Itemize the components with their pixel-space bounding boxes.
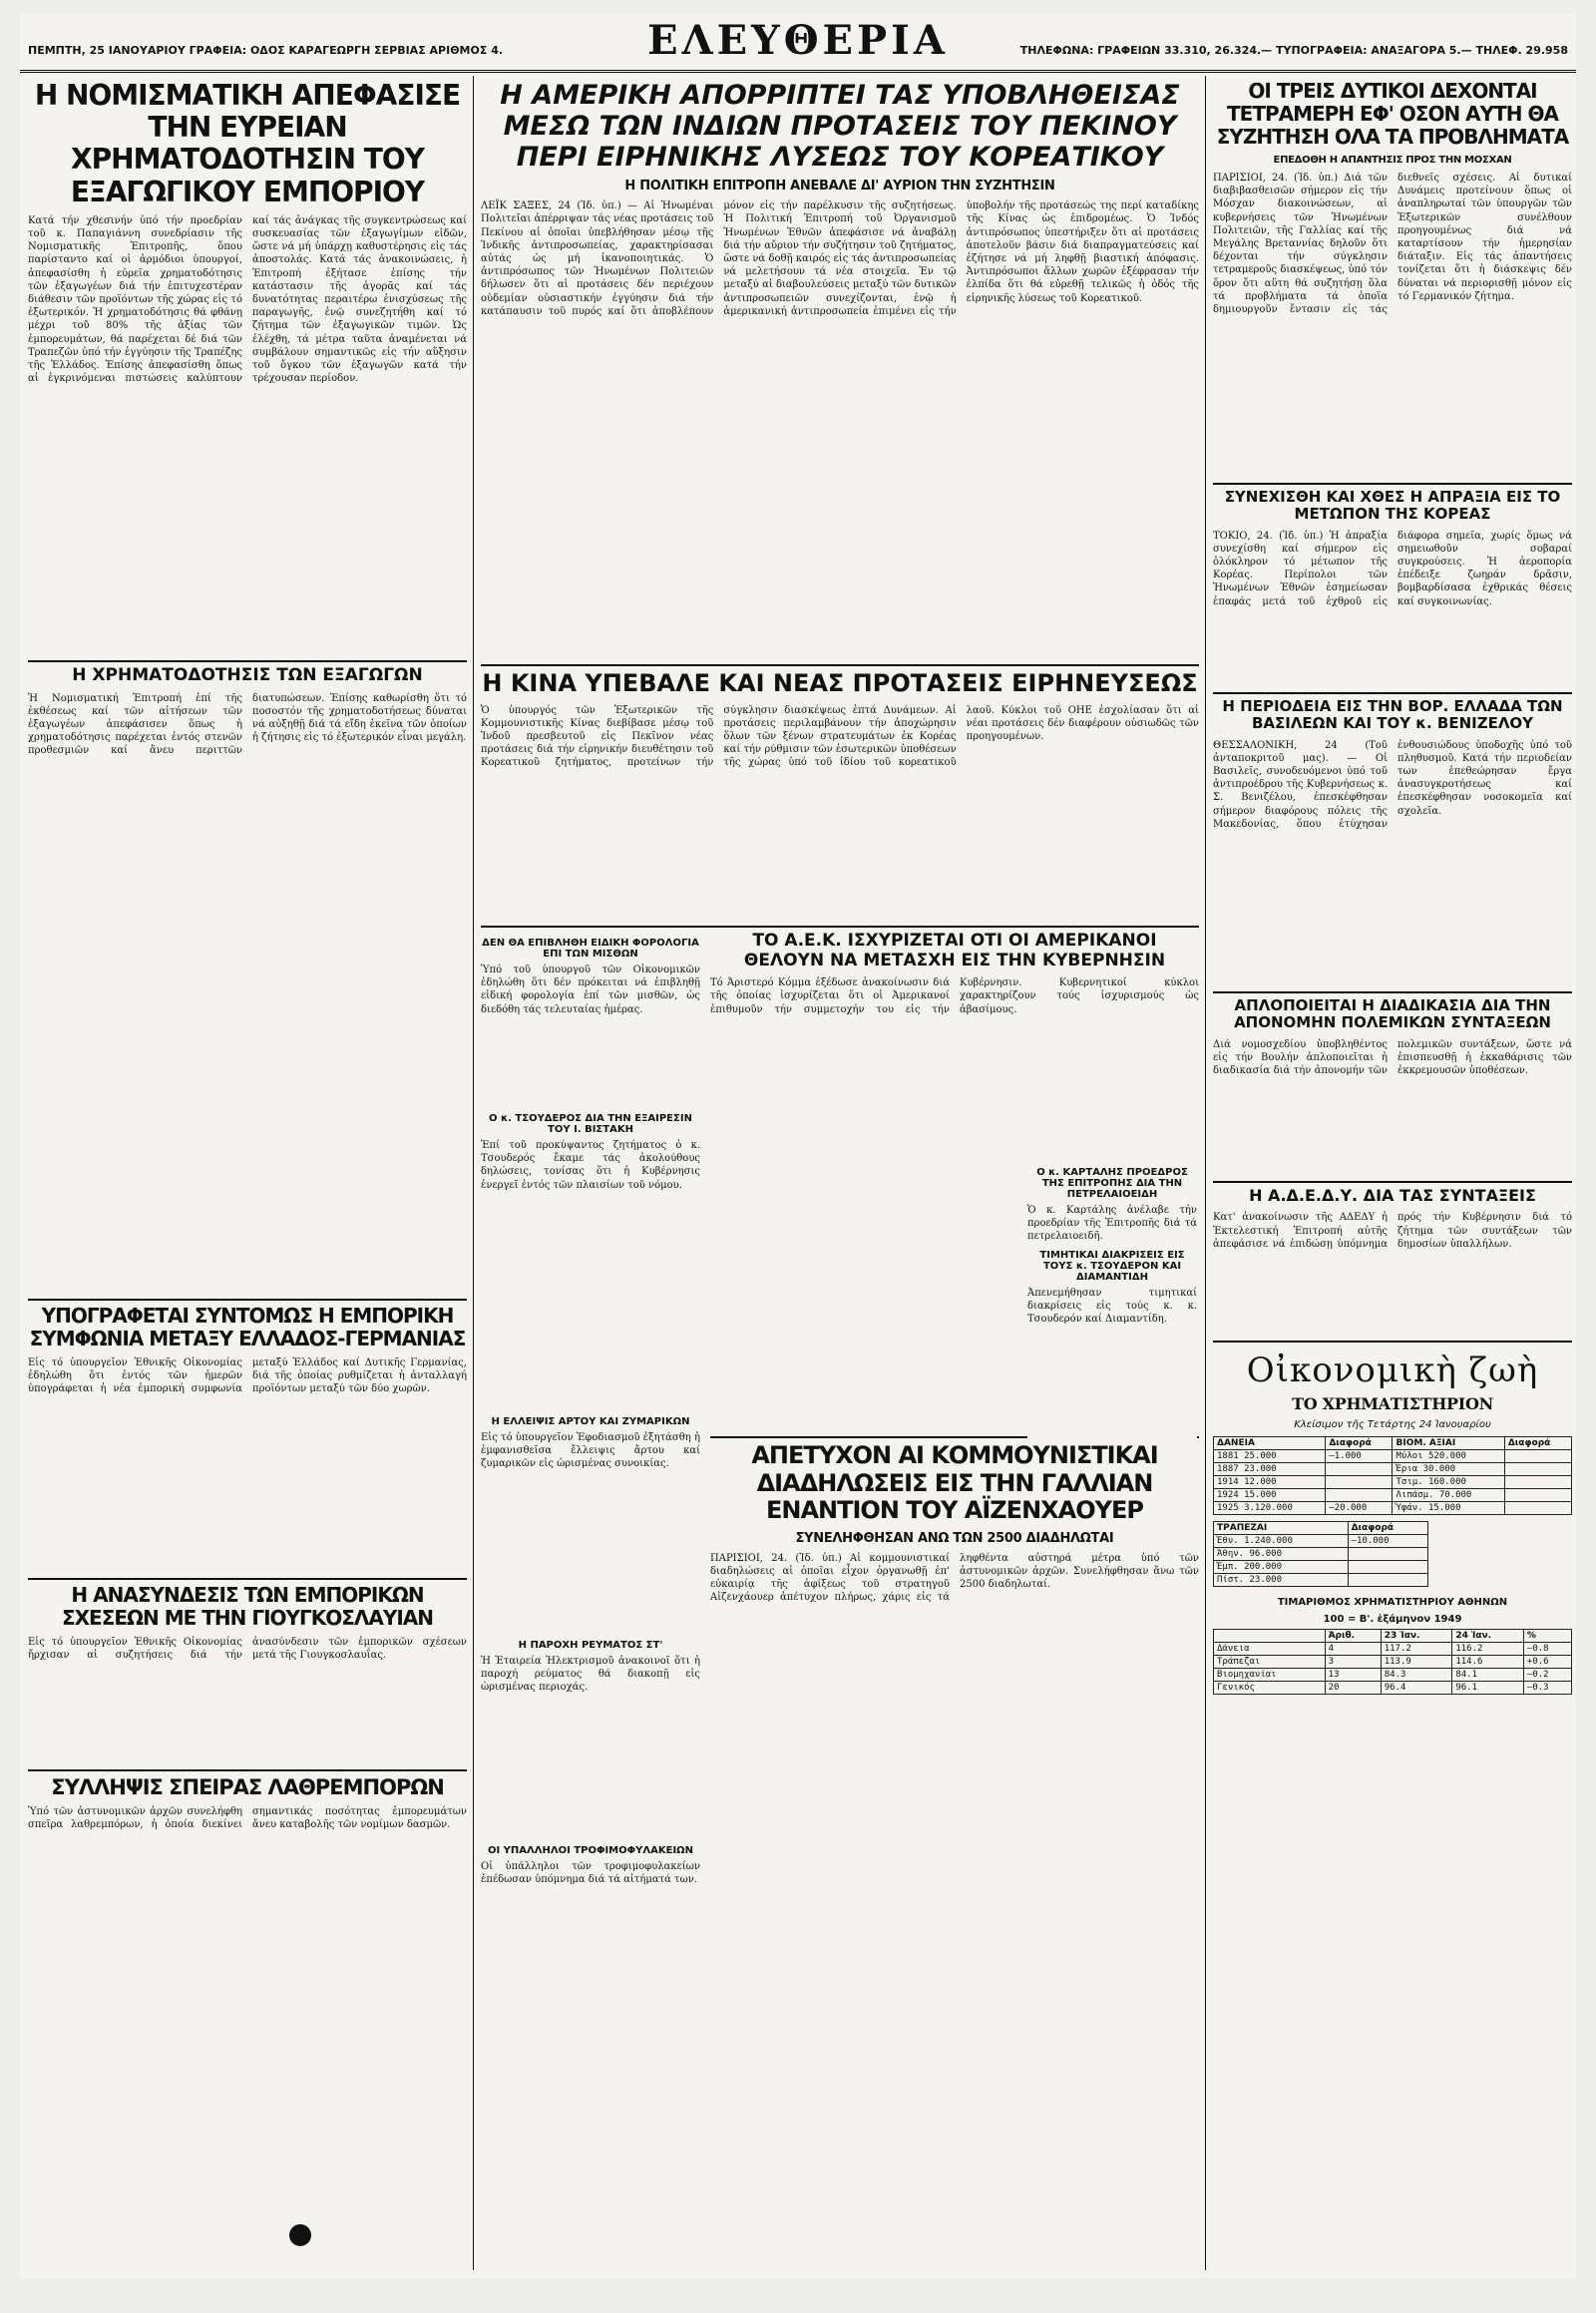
divider: [28, 1769, 467, 1771]
headline: Η ΝΟΜΙΣΜΑΤΙΚΗ ΑΠΕΦΑΣΙΣΕ ΤΗΝ ΕΥΡΕΙΑΝ ΧΡΗΜΑΤΟΔΟΤΗΣΙΝ ΤΟΥ ΕΞΑΓΩΓΙΚΟΥ ΕΜΠΟΡΙΟΥ: [34, 80, 461, 208]
cell: Ὑφάν. 15.000: [1393, 1502, 1504, 1515]
headline: ΟΙ ΤΡΕΙΣ ΔΥΤΙΚΟΙ ΔΕΧΟΝΤΑΙ ΤΕΤΡΑΜΕΡΗ ΕΦ' ΟΣΟΝ ΑΥΤΗ ΘΑ ΣΥΖΗΤΗΣΗ ΟΛΑ ΤΑ ΠΡΟΒΛΗΜΑΤΑ: [1216, 80, 1569, 149]
headline: ΟΙ ΥΠΑΛΛΗΛΟΙ ΤΡΟΦΙΜΟΦΥΛΑΚΕΙΩΝ: [487, 1845, 694, 1856]
column-header: Διαφορά: [1504, 1437, 1571, 1450]
article-anasyndesis: [28, 1584, 467, 1763]
cell: 20: [1325, 1682, 1381, 1695]
article-apetyxon: [710, 1442, 1199, 2260]
article-xrimatodotiseis: [28, 666, 467, 1293]
divider: [1213, 1341, 1572, 1343]
article-periodeia: [1213, 698, 1572, 987]
article-body: Εἰς τό ὑπουργεῖον Ἐθνικῆς Οἰκονομίας ἤρχισαν αἱ συζητήσεις διά τήν ἀνασύνδεσιν τῶν ἐμπορικῶν σχέσεων μετά τῆς Γιουγκοσλαυΐας.: [28, 1637, 467, 1662]
masthead-title: ΕΛΕΥΘΕΡΙΑ: [647, 17, 949, 64]
column-header: ΤΡΑΠΕΖΑΙ: [1214, 1522, 1349, 1535]
cell: Ἐθν. 1.240.000: [1214, 1535, 1349, 1548]
column-header: Ἀριθ.: [1325, 1630, 1381, 1643]
headline: ΑΠΛΟΠΟΙΕΙΤΑΙ Η ΔΙΑΔΙΚΑΣΙΑ ΔΙΑ ΤΗΝ ΑΠΟΝΟΜΗΝ ΠΟΛΕΜΙΚΩΝ ΣΥΝΤΑΞΕΩΝ: [1234, 997, 1551, 1032]
divider: [481, 664, 1199, 666]
article-ypografetai: [28, 1305, 467, 1572]
cell: 117.2: [1381, 1643, 1452, 1656]
column-divider: [1205, 76, 1206, 2270]
column-header: [1214, 1630, 1326, 1643]
column-header: 23 Ἰαν.: [1381, 1630, 1452, 1643]
headline: Η Α.Δ.Ε.Δ.Υ. ΔΙΑ ΤΑΣ ΣΥΝΤΑΞΕΙΣ: [1249, 1187, 1536, 1205]
article-body: ΠΑΡΙΣΙΟΙ, 24. (Ἰδ. ὑπ.) Διά τῶν διαβιβασθεισῶν σήμερον εἰς τήν Μόσχαν διακοινώσεων, αἱ κυβερνήσεις τῶν Ἡνωμένων Πολιτειῶν, τῆς Γαλλίας καί τῆς Μεγάλης Βρεταννίας δηλοῦν ὅτι δέχονται τήν σύγκλησιν τετραμεροῦς διασκέψεως, ὑπό τόν ὅρον ὅτι αὕτη θά συζητήσῃ ὅλα τά προβλήματα τά ὁποῖα δημιουργοῦν ἔντασιν εἰς τάς διεθνεῖς σχέσεις. Αἱ δυτικαί Δυνάμεις προτείνουν ὅπως οἱ ἀναπληρωταί τῶν ὑπουργῶν τῶν Ἐξωτερικῶν συνέλθουν προηγουμένως διά νά καταρτίσουν τήν ἡμερησίαν διάταξιν. Εἰς τάς ἀπαντήσεις τονίζεται ὅτι ἡ διάσκεψις δέν δύναται νά περιορισθῇ μόνον εἰς τό Γερμανικόν ζήτημα.: [1213, 173, 1572, 316]
cell: 84.1: [1452, 1669, 1524, 1682]
divider: [1213, 483, 1572, 485]
cell: 84.3: [1381, 1669, 1452, 1682]
cell: [1348, 1574, 1427, 1587]
divider: [28, 1299, 467, 1301]
article-body: Οἱ ὑπάλληλοι τῶν τροφιμοφυλακείων ἐπέδωσαν ὑπόμνημα διά τά αἰτήματά των.: [481, 1861, 700, 1886]
headline: ΤΙΜΗΤΙΚΑΙ ΔΙΑΚΡΙΣΕΙΣ ΕΙΣ ΤΟΥΣ κ. ΤΣΟΥΔΕΡΟΝ ΚΑΙ ΔΙΑΜΑΝΤΙΔΗ: [1039, 1249, 1185, 1283]
article-body: Ἡ Ἑταιρεία Ἠλεκτρισμοῦ ἀνακοινοῖ ὅτι ἡ παροχή ρεύματος θά διακοπῇ εἰς ὡρισμένας περιοχάς.: [481, 1656, 700, 1694]
cell: —0.2: [1523, 1669, 1571, 1682]
cell: Ἀθην. 96.000: [1214, 1548, 1349, 1561]
article-body: Ὁ κ. Καρτάλης ἀνέλαβε τήν προεδρίαν τῆς Ἐπιτροπῆς διά τά πετρελαιοειδῆ.: [1027, 1205, 1197, 1243]
divider: [1213, 991, 1572, 993]
article-apopoieitai: [1213, 997, 1572, 1177]
article-adedy: [1213, 1187, 1572, 1337]
headline: Η ΠΕΡΙΟΔΕΙΑ ΕΙΣ ΤΗΝ ΒΟΡ. ΕΛΛΑΔΑ ΤΩΝ ΒΑΣΙΛΕΩΝ ΚΑΙ ΤΟΥ κ. ΒΕΝΙΖΕΛΟΥ: [1222, 698, 1563, 733]
table-row: [1214, 1574, 1428, 1587]
cell: —10.000: [1348, 1535, 1427, 1548]
cell: [1326, 1476, 1393, 1489]
subhead: ΕΠΕΔΟΘΗ Η ΑΠΑΝΤΗΣΙΣ ΠΡΟΣ ΤΗΝ ΜΟΣΧΑΝ: [1273, 155, 1512, 166]
article-kartalis: [1027, 1161, 1197, 1440]
cell: [1504, 1476, 1571, 1489]
article-body: ΘΕΣΣΑΛΟΝΙΚΗ, 24 (Τοῦ ἀνταποκριτοῦ μας). — Οἱ Βασιλεῖς, συνοδευόμενοι ὑπό τοῦ ἀντιπροέδρου τῆς Κυβερνήσεως κ. Σ. Βενιζέλου, ἐπεσκέφθησαν σήμερον διαφόρους πόλεις τῆς Μακεδονίας, ὅπου ἐτύχησαν ἐνθουσιώδους ὑποδοχῆς ὑπό τοῦ πληθυσμοῦ. Κατά τήν περιοδείαν των ἐπεθεώρησαν ἔργα ἀνασυγκροτήσεως καί ἐπεσκέφθησαν νοσοκομεῖα καί σχολεῖα.: [1213, 739, 1572, 830]
table-row: [1214, 1450, 1572, 1463]
cell: 3: [1325, 1656, 1381, 1669]
note: Κλείσιμον τῆς Τετάρτης 24 Ἰανουαρίου: [1294, 1419, 1491, 1430]
article-body: ΛΕΪΚ ΣΑΞΕΣ, 24 (Ἰδ. ὑπ.) — Αἱ Ἡνωμέναι Πολιτεῖαι ἀπέρριψαν τάς νέας προτάσεις τοῦ Πεκίνου αἱ ὁποῖαι ὑπεβλήθησαν μέσῳ τῆς Ἰνδικῆς ἀντιπροσωπείας, χαρακτηρίσασαι αὐτάς ὡς μή ἱκανοποιητικάς. Ὁ ἀντιπρόσωπος τῶν Ἡνωμένων Πολιτειῶν δήλωσεν ὅτι αἱ προτάσεις δέν περιέχουν οὐδεμίαν οὐσιαστικήν ἐγγύησιν διά τήν κατάπαυσιν τοῦ πυρός καί ὅτι ἀποβλέπουν μόνον εἰς τήν παρέλκυσιν τῆς συζητήσεως. Ἡ Πολιτική Ἐπιτροπή τοῦ Ὀργανισμοῦ Ἡνωμένων Ἐθνῶν ἀπεφάσισε νά ἀναβάλῃ διά τήν αὔριον τήν συζήτησιν τοῦ ζητήματος, ὥστε νά δοθῇ καιρός εἰς τάς ἀντιπροσωπείας νά μελετήσουν τά νέα στοιχεῖα. Ἐν τῷ μεταξύ αἱ διαβουλεύσεις μεταξύ τῶν δυτικῶν ἀντιπροσωπειῶν συνεχίζονται, ἐνῷ ἡ ἀμερικανική ἀντιπροσωπεία ἐπιμένει εἰς τήν ὑποβολήν τῆς προτάσεώς της περί καταδίκης τῆς Κίνας ὡς ἐπιδρομέως. Ὁ Ἰνδός ἀντιπρόσωπος ὑπεστήριξεν ὅτι αἱ προτάσεις ἀποτελοῦν βάσιν διά διαπραγματεύσεις καί ἐζήτησε νά μή ληφθῇ βιαστική ἀπόφασις. Ἀντιπρόσωποι ἄλλων χωρῶν ἐξέφρασαν τήν ἐλπίδα ὅτι θά εὑρεθῇ τελικῶς ἡ ὁδός τῆς εἰρηνικῆς λύσεως τοῦ Κορεατικοῦ.: [481, 200, 1199, 317]
cell: Λιπάσμ. 70.000: [1393, 1489, 1504, 1502]
article-body: ΠΑΡΙΣΙΟΙ, 24. (Ἰδ. ὑπ.) Αἱ κομμουνιστικαί διαδηλώσεις αἱ ὁποῖαι εἶχον ὀργανωθῇ ἐπ' εὐκαιρίᾳ τῆς ἀφίξεως τοῦ στρατηγοῦ Αἰζενχάουερ ἀπέτυχον πλήρως, χάρις εἰς τά ληφθέντα αὐστηρά μέτρα ὑπό τῶν ἀστυνομικῶν ἀρχῶν. Συνελήφθησαν ἄνω τῶν 2500 διαδηλωταί.: [710, 1552, 1199, 1604]
masthead: [20, 14, 1576, 73]
headline: ΔΕΝ ΘΑ ΕΠΙΒΛΗΘΗ ΕΙΔΙΚΗ ΦΟΡΟΛΟΓΙΑ ΕΠΙ ΤΩΝ ΜΙΣΘΩΝ: [482, 938, 699, 960]
cell: Ἐρια 30.000: [1393, 1463, 1504, 1476]
table-row: [1214, 1561, 1428, 1574]
table-row: [1214, 1476, 1572, 1489]
cell: 96.1: [1452, 1682, 1524, 1695]
article-body: Ὁ ὑπουργός τῶν Ἐξωτερικῶν τῆς Κομμουνιστικῆς Κίνας διεβίβασε μέσῳ τοῦ Ἰνδοῦ πρεσβευτοῦ εἰς Πεκῖνον νέας προτάσεις διά τήν εἰρηνικήν διευθέτησιν τοῦ Κορεατικοῦ ζητήματος, προτείνων τήν σύγκλησιν διασκέψεως ἑπτά Δυνάμεων. Αἱ προτάσεις περιλαμβάνουν τήν ἀποχώρησιν ὅλων τῶν ξένων στρατευμάτων ἐκ Κορέας καί τήν ρύθμισιν τῶν ἐσωτερικῶν ὑποθέσεων τῆς χώρας ὑπό τοῦ ἰδίου τοῦ κορεατικοῦ λαοῦ. Κύκλοι τοῦ ΟΗΕ ἐσχολίασαν ὅτι αἱ νέαι προτάσεις δέν διαφέρουν οὐσιωδῶς τῶν προηγουμένων.: [481, 704, 1199, 769]
cell: Ἐμπ. 200.000: [1214, 1561, 1349, 1574]
divider: [1213, 1181, 1572, 1183]
cell: 1881 25.000: [1214, 1450, 1326, 1463]
cell: 116.2: [1452, 1643, 1524, 1656]
article-body: Ἐπί τοῦ προκύψαντος ζητήματος ὁ κ. Τσουδερός ἔκαμε τάς ἀκολούθους δηλώσεις, τονίσας ὅτι ἡ Κυβέρνησις ἐνεργεῖ ἐντός τῶν πλαισίων τοῦ νόμου.: [481, 1140, 700, 1191]
column-header: Διαφορά: [1326, 1437, 1393, 1450]
headline: Η ΚΙΝΑ ΥΠΕΒΑΛΕ ΚΑΙ ΝΕΑΣ ΠΡΟΤΑΣΕΙΣ ΕΙΡΗΝΕΥΣΕΩΣ: [482, 670, 1198, 697]
article-treis-dytikoi: [1213, 80, 1572, 479]
article-amerikh: [481, 80, 1199, 658]
headline: Η ΧΡΗΜΑΤΟΔΟΤΗΣΙΣ ΤΩΝ ΕΞΑΓΩΓΩΝ: [72, 666, 423, 685]
article-kina: [481, 670, 1199, 920]
subhead: ΤΟ ΧΡΗΜΑΤΙΣΤΗΡΙΟΝ: [1292, 1394, 1493, 1413]
table-row: [1214, 1669, 1572, 1682]
divider: [481, 926, 1199, 928]
cell: Βιομηχανίαι: [1214, 1669, 1326, 1682]
headline: ΥΠΟΓΡΑΦΕΤΑΙ ΣΥΝΤΟΜΩΣ Η ΕΜΠΟΡΙΚΗ ΣΥΜΦΩΝΙΑ ΜΕΤΑΞΥ ΕΛΛΑΔΟΣ-ΓΕΡΜΑΝΙΑΣ: [29, 1305, 466, 1350]
timarithmos-subtitle: 100 = Β'. ἑξάμηνον 1949: [1323, 1614, 1462, 1625]
column-header: 24 Ἰαν.: [1452, 1630, 1524, 1643]
cell: —0.8: [1523, 1643, 1571, 1656]
headline: ΤΟ Α.Ε.Κ. ΙΣΧΥΡΙΖΕΤΑΙ ΟΤΙ ΟΙ ΑΜΕΡΙΚΑΝΟΙ ΘΕΛΟΥΝ ΝΑ ΜΕΤΑΣΧΗ ΕΙΣ ΤΗΝ ΚΥΒΕΡΝΗΣΙΝ: [743, 932, 1166, 970]
article-body: Κατ' ἀνακοίνωσιν τῆς ΑΔΕΔΥ ἡ Ἐκτελεστική Ἐπιτροπή αὐτῆς ἀπεφάσισε νά ἐπιδώσῃ ὑπόμνημα πρός τήν Κυβέρνησιν διά τό ζήτημα τῶν συντάξεων τῶν δημοσίων ὑπαλλήλων.: [1213, 1212, 1572, 1250]
cell: Δάνεια: [1214, 1643, 1326, 1656]
table-row: [1214, 1643, 1572, 1656]
cell: [1348, 1548, 1427, 1561]
table-row: [1214, 1548, 1428, 1561]
headline: ΣΥΝΕΧΙΣΘΗ ΚΑΙ ΧΘΕΣ Η ΑΠΡΑΞΙΑ ΕΙΣ ΤΟ ΜΕΤΩΠΟΝ ΤΗΣ ΚΟΡΕΑΣ: [1224, 489, 1561, 524]
masthead-date-address: ΠΕΜΠΤΗ, 25 ΙΑΝΟΥΑΡΙΟΥ ΓΡΑΦΕΙΑ: ΟΔΟΣ ΚΑΡΑΓΕΩΡΓΗ ΣΕΡΒΙΑΣ ΑΡΙΘΜΟΣ 4.: [28, 44, 504, 57]
headline: Οἰκονομικὴ ζωὴ: [1246, 1350, 1539, 1390]
cell: 96.4: [1381, 1682, 1452, 1695]
cell: 1925 3.120.000: [1214, 1502, 1326, 1515]
cell: —1.000: [1326, 1450, 1393, 1463]
article-body: Τό Ἀριστερό Κόμμα ἐξέδωσε ἀνακοίνωσιν διά τῆς ὁποίας ἰσχυρίζεται ὅτι οἱ Ἀμερικανοί ἐπιθυμοῦν τήν συμμετοχήν του εἰς τήν Κυβέρνησιν. Κυβερνητικοί κύκλοι χαρακτηρίζουν τούς ἰσχυρισμούς ὡς ἀβασίμους.: [710, 977, 1199, 1015]
cell: [1504, 1463, 1571, 1476]
cell: Τράπεζαι: [1214, 1656, 1326, 1669]
table-row: [1214, 1656, 1572, 1669]
cell: 1914 12.000: [1214, 1476, 1326, 1489]
cell: [1326, 1489, 1393, 1502]
article-ypalliloi: [481, 1839, 700, 2258]
article-elleipsis: [481, 1410, 700, 1630]
article-body: Ἀπενεμήθησαν τιμητικαί διακρίσεις εἰς τούς κ. κ. Τσουδερόν καί Διαμαντίδη.: [1027, 1287, 1197, 1326]
article-body: Ἡ Νομισματική Ἐπιτροπή ἐπί τῆς ἐκθέσεως καί τῶν αἰτήσεων τῶν ἐξαγωγέων ἀπεφάσισεν ὅπως ἡ χρηματοδότησις παρέχεται ἐντός στενῶν προθεσμιῶν καί ἄνευ περιττῶν διατυπώσεων. Ἐπίσης καθωρίσθη ὅτι τό ποσοστόν τῆς χρηματοδοτήσεως δύναται νά αὐξηθῇ διά τά εἴδη ἐκεῖνα τῶν ὁποίων ἡ ζήτησις εἰς τό ἐξωτερικόν εἶναι μεγάλη.: [28, 692, 467, 757]
cell: Τσιμ. 160.000: [1393, 1476, 1504, 1489]
article-body: Κατά τήν χθεσινήν ὑπό τήν προεδρίαν τοῦ κ. Παπαγιάννη συνεδρίασιν τῆς Νομισματικῆς Ἐπιτροπῆς, ὅπου παρίσταντο καί οἱ ἁρμόδιοι ὑπουργοί, ἀπεφασίσθη ἡ εὐρεῖα χρηματοδότησις τῶν ἐξαγωγέων διά τήν ἐπιτυχεστέραν διάθεσιν τῶν προϊόντων τῆς χώρας εἰς τό ἐξωτερικόν. Ἡ χρηματοδότησις θά φθάνῃ μέχρι τοῦ 80% τῆς ἀξίας τῶν ἐμπορευμάτων, θά παρέχεται δέ διά τῶν Τραπεζῶν ὑπό τήν ἐγγύησιν τῆς Τραπέζης τῆς Ἑλλάδος. Ἐπίσης ἀπεφασίσθη ὅπως αἱ ἐγκρινόμεναι πιστώσεις καλύπτουν καί τάς ἀνάγκας τῆς συγκεντρώσεως καί συσκευασίας τῶν ἐξαγωγίμων εἰδῶν, ὥστε νά μή ὑπάρχῃ καθυστέρησις εἰς τάς ἀποστολάς. Κατά τάς ἀνακοινώσεις, ἡ Ἐπιτροπή ἐξήτασε ἐπίσης τήν κατάστασιν τῆς ἀγορᾶς καί τάς δυνατότητας περαιτέρω ἐνισχύσεως τῆς παραγωγῆς, ἐνῷ συνεζητήθη καί τό ζήτημα τῶν ἐξαγωγικῶν τιμῶν. Ὡς ἐλέχθη, τά μέτρα ταῦτα ἀναμένεται νά συμβάλουν σημαντικῶς εἰς τήν αὔξησιν τοῦ ὄγκου τῶν ἐξαγωγῶν κατά τήν τρέχουσαν περίοδον.: [28, 214, 467, 385]
article-tsoudero: [481, 1107, 700, 1406]
article-sunexisthi: [1213, 489, 1572, 688]
cell: 1924 15.000: [1214, 1489, 1326, 1502]
article-body: ΤΟΚΙΟ, 24. (Ἰδ. ὑπ.) Ἡ ἀπραξία συνεχίσθη καί σήμερον εἰς ὁλόκληρον τό μέτωπον τῆς Κορέας. Περίπολοι τῶν Ἡνωμένων Ἐθνῶν ἐσημείωσαν ἐπαφάς μετά τοῦ ἐχθροῦ εἰς διάφορα σημεῖα, χωρίς ὅμως νά σημειωθοῦν σοβαραί συγκρούσεις. Ἡ ἀεροπορία ἐπέδειξε ζωηράν δρᾶσιν, βομβαρδίσασα ἐχθρικάς θέσεις καί συγκοινωνίας.: [1213, 530, 1572, 607]
table-trapezai: [1213, 1521, 1428, 1587]
column-header: ΒΙΟΜ. ΑΞΙΑΙ: [1393, 1437, 1504, 1450]
cell: [1504, 1502, 1571, 1515]
table-row: [1214, 1535, 1428, 1548]
table-timarithmos: [1213, 1629, 1572, 1695]
headline: Η ΕΛΛΕΙΨΙΣ ΑΡΤΟΥ ΚΑΙ ΖΥΜΑΡΙΚΩΝ: [491, 1416, 690, 1427]
article-body: Ὑπό τοῦ ὑπουργοῦ τῶν Οἰκονομικῶν ἐδηλώθη ὅτι δέν πρόκειται νά ἐπιβληθῇ εἰδική φορολογία ἐπί τῶν μισθῶν, ὡς διεδόθη τάς τελευταίας ἡμέρας.: [481, 964, 700, 1015]
headline: ΣΥΛΛΗΨΙΣ ΣΠΕΙΡΑΣ ΛΑΘΡΕΜΠΟΡΩΝ: [51, 1775, 444, 1799]
cell: +0.6: [1523, 1656, 1571, 1669]
headline: Ο κ. ΚΑΡΤΑΛΗΣ ΠΡΟΕΔΡΟΣ ΤΗΣ ΕΠΙΤΡΟΠΗΣ ΔΙΑ ΤΗΝ ΠΕΤΡΕΛΑΙΟΕΙΔΗ: [1036, 1167, 1188, 1200]
cell: 13: [1325, 1669, 1381, 1682]
table-row: [1214, 1682, 1572, 1695]
article-body: Ὑπό τῶν ἀστυνομικῶν ἀρχῶν συνελήφθη σπεῖρα λαθρεμπόρων, ἡ ὁποία διεκίνει σημαντικάς ποσότητας ἐμπορευμάτων ἄνευ καταβολῆς τῶν νομίμων δασμῶν.: [28, 1806, 467, 1831]
cell: 4: [1325, 1643, 1381, 1656]
cell: [1348, 1561, 1427, 1574]
cell: [1504, 1489, 1571, 1502]
headline: Η ΑΝΑΣΥΝΔΕΣΙΣ ΤΩΝ ΕΜΠΟΡΙΚΩΝ ΣΧΕΣΕΩΝ ΜΕ ΤΗΝ ΓΙΟΥΓΚΟΣΛΑΥΙΑΝ: [61, 1584, 434, 1630]
cell: 114.6: [1452, 1656, 1524, 1669]
timarithmos-title: ΤΙΜΑΡΙΘΜΟΣ ΧΡΗΜΑΤΙΣΤΗΡΙΟΥ ΑΘΗΝΩΝ: [1277, 1597, 1508, 1608]
subhead: ΣΥΝΕΛΗΦΘΗΣΑΝ ΑΝΩ ΤΩΝ 2500 ΔΙΑΔΗΛΩΤΑΙ: [795, 1530, 1114, 1546]
headline: ΑΠΕΤΥΧΟΝ ΑΙ ΚΟΜΜΟΥΝΙΣΤΙΚΑΙ ΔΙΑΔΗΛΩΣΕΙΣ ΕΙΣ ΤΗΝ ΓΑΛΛΙΑΝ ΕΝΑΝΤΙΟΝ ΤΟΥ ΑΪΖΕΝΧΑΟΥΕΡ: [751, 1442, 1158, 1525]
cell: [1326, 1463, 1393, 1476]
headline: Ο κ. ΤΣΟΥΔΕΡΟΣ ΔΙΑ ΤΗΝ ΕΞΑΙΡΕΣΙΝ ΤΟΥ Ι. ΒΙΣΤΑΚΗ: [489, 1113, 692, 1135]
cell: Πίστ. 23.000: [1214, 1574, 1349, 1587]
newspaper-page: [20, 14, 1576, 2278]
cell: Μύλοι 520.000: [1393, 1450, 1504, 1463]
article-oikonomiki: [1213, 1347, 1572, 2264]
column-header: %: [1523, 1630, 1571, 1643]
masthead-phones: ΤΗΛΕΦΩΝΑ: ΓΡΑΦΕΙΩΝ 33.310, 26.324.— ΤΥΠΟΓΡΑΦΕΙΑ: ΑΝΑΞΑΓΟΡΑ 5.— ΤΗΛΕΦ. 29.958: [1019, 44, 1568, 57]
column-divider: [473, 76, 474, 2270]
article-den-tha: [481, 932, 700, 1101]
article-syllipsis: [28, 1775, 467, 2264]
table-row: [1214, 1502, 1572, 1515]
subhead: Η ΠΟΛΙΤΙΚΗ ΕΠΙΤΡΟΠΗ ΑΝΕΒΑΛΕ ΔΙ' ΑΥΡΙΟΝ ΤΗΝ ΣΥΖΗΤΗΣΙΝ: [624, 179, 1055, 194]
column-header: Διαφορά: [1348, 1522, 1427, 1535]
column-header: ΔΑΝΕΙΑ: [1214, 1437, 1326, 1450]
table-daneia: [1213, 1436, 1572, 1515]
table-row: [1214, 1463, 1572, 1476]
cell: —20.000: [1326, 1502, 1393, 1515]
cell: 1887 23.000: [1214, 1463, 1326, 1476]
article-body: Εἰς τό ὑπουργεῖον Ἐθνικῆς Οἰκονομίας ἐδηλώθη ὅτι ἐντός τῶν ἡμερῶν ὑπογράφεται ἡ νέα ἐμπορική συμφωνία μεταξύ Ἑλλάδος καί Δυτικῆς Γερμανίας, διά τῆς ὁποίας ρυθμίζεται ἡ ἀνταλλαγή προϊόντων μεταξύ τῶν δύο χωρῶν.: [28, 1357, 467, 1395]
cell: Γενικός: [1214, 1682, 1326, 1695]
article-nomismatiki: [28, 80, 467, 653]
cell: —0.3: [1523, 1682, 1571, 1695]
ink-spot: [289, 2224, 311, 2246]
cell: [1504, 1450, 1571, 1463]
divider: [1213, 692, 1572, 694]
headline: Η ΠΑΡΟΧΗ ΡΕΥΜΑΤΟΣ ΣΤ': [518, 1640, 663, 1651]
divider: [28, 1578, 467, 1580]
divider: [28, 660, 467, 662]
article-body: Εἰς τό ὑπουργεῖον Ἐφοδιασμοῦ ἐξητάσθη ἡ ἐμφανισθεῖσα ἔλλειψις ἄρτου καί ζυμαρικῶν εἰς ὡρισμένας συνοικίας.: [481, 1432, 700, 1470]
table-row: [1214, 1489, 1572, 1502]
article-paroxi: [481, 1634, 700, 1833]
article-body: Διά νομοσχεδίου ὑποβληθέντος εἰς τήν Βουλήν ἀπλοποιεῖται ἡ διαδικασία διά τήν ἀπονομήν τῶν πολεμικῶν συντάξεων, ὥστε νά ἐπισπευσθῇ ἡ ἐκκαθάρισις τῶν ἐκκρεμουσῶν ὑποθέσεων.: [1213, 1038, 1572, 1076]
cell: 113.9: [1381, 1656, 1452, 1669]
headline: Η ΑΜΕΡΙΚΗ ΑΠΟΡΡΙΠΤΕΙ ΤΑΣ ΥΠΟΒΛΗΘΕΙΣΑΣ ΜΕΣΩ ΤΩΝ ΙΝΔΙΩΝ ΠΡΟΤΑΣΕΙΣ ΤΟΥ ΠΕΚΙΝΟΥ ΠΕΡΙ ΕΙΡΗΝΙΚΗΣ ΛΥΣΕΩΣ ΤΟΥ ΚΟΡΕΑΤΙΚΟΥ: [500, 80, 1180, 174]
